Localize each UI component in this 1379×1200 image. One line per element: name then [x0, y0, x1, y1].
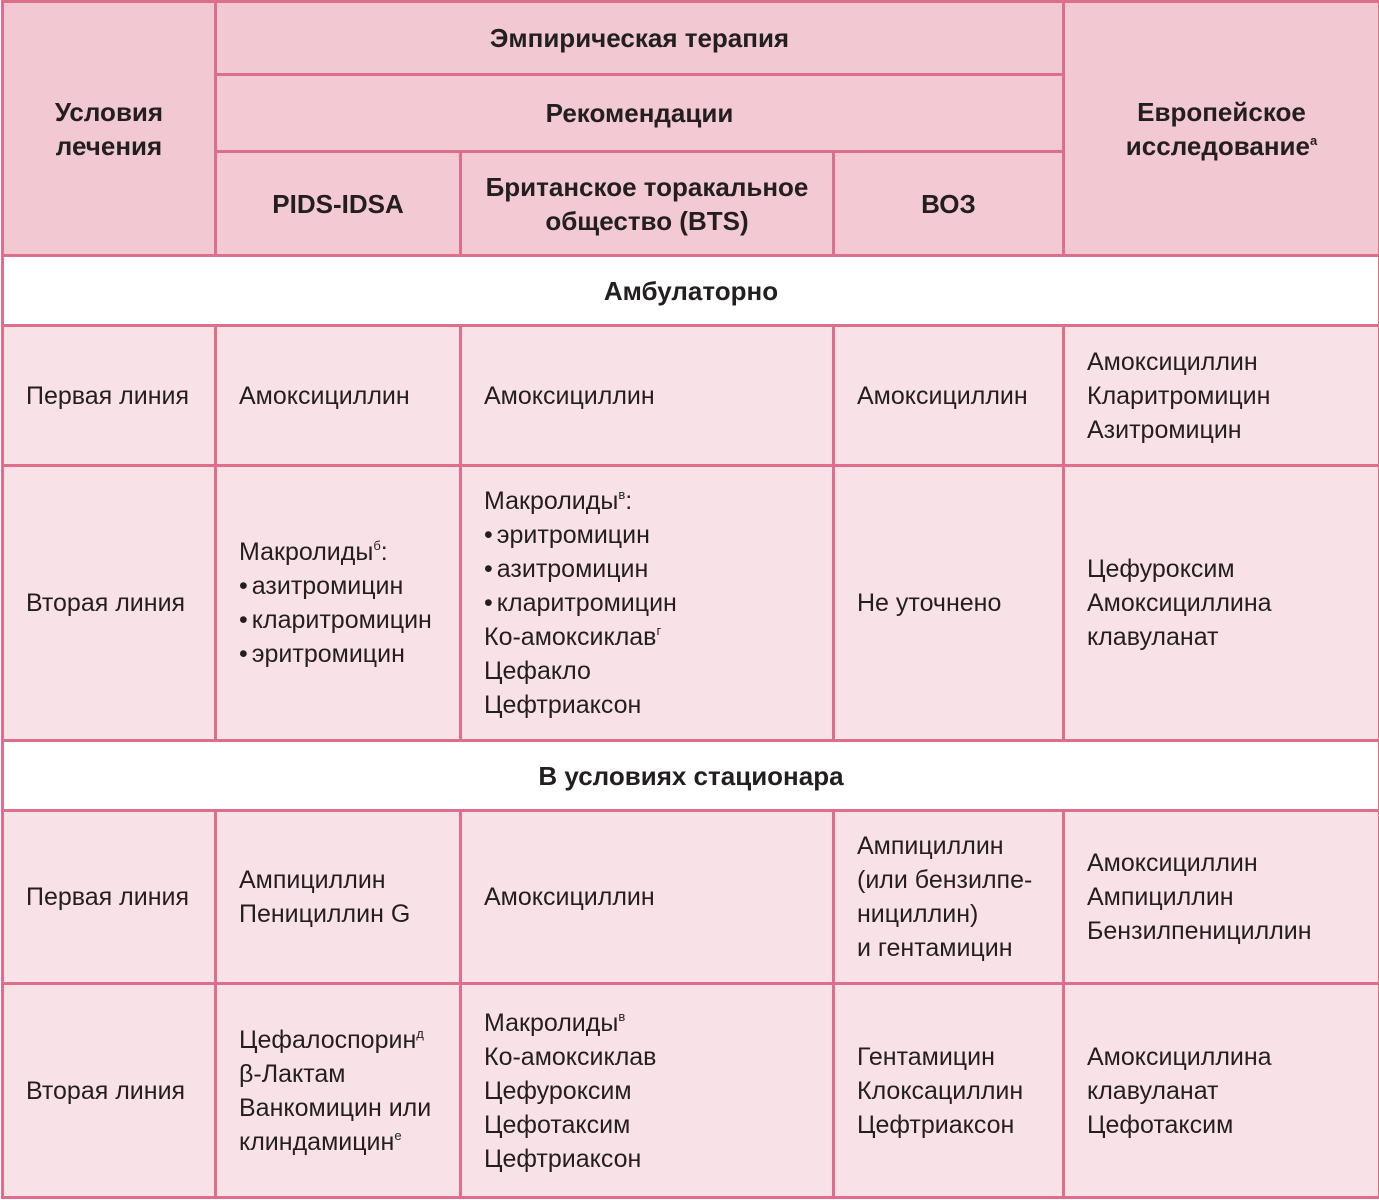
antibiotic-therapy-table: [1, 0, 1379, 1199]
cell-bts: Макролиды$^в$ Ко-амоксиклав Цефуроксим Цефотаксим Цефтриаксон: [461, 984, 834, 1198]
table-row: [3, 984, 1379, 1198]
section-outpatient-title: Амбулаторно: [3, 256, 1379, 326]
header-recommendations: Рекомендации: [216, 75, 1064, 152]
table-row: [3, 466, 1379, 741]
row-label: Первая линия: [3, 326, 216, 466]
header-empirical-therapy: Эмпирическая терапия: [216, 2, 1064, 75]
table-row: [3, 811, 1379, 984]
cell-pids: Амоксициллин: [216, 326, 461, 466]
section-inpatient-title: В условиях стационара: [3, 741, 1379, 811]
cell-bts: Макролиды$^в$: • эритромицин • азитромицин • кларитромицин Ко-амоксиклав$^г$ Цефакло Цефтриаксон: [461, 466, 834, 741]
row-label: Вторая линия: [3, 984, 216, 1198]
cell-european: Амоксициллина клавуланат Цефотаксим: [1064, 984, 1379, 1198]
cell-bts: Амоксициллин: [461, 326, 834, 466]
header-european-study: Европейское исследование$^а$: [1064, 2, 1379, 256]
cell-who: Гентамицин Клоксациллин Цефтриаксон: [834, 984, 1064, 1198]
cell-european: Амоксициллин Кларитромицин Азитромицин: [1064, 326, 1379, 466]
cell-who: Амоксициллин: [834, 326, 1064, 466]
cell-european: Цефуроксим Амоксициллина клавуланат: [1064, 466, 1379, 741]
cell-who: Ампициллин (или бензилпе- нициллин) и гентамицин: [834, 811, 1064, 984]
header-pids-idsa: PIDS-IDSA: [216, 152, 461, 256]
cell-pids: Макролиды$^б$: • азитромицин • кларитромицин • эритромицин: [216, 466, 461, 741]
cell-who: Не уточнено: [834, 466, 1064, 741]
cell-pids: Ампициллин Пенициллин G: [216, 811, 461, 984]
row-label: Первая линия: [3, 811, 216, 984]
header-bts: Британское торакальное общество (BTS): [461, 152, 834, 256]
table-row: [3, 326, 1379, 466]
cell-european: Амоксициллин Ампициллин Бензилпенициллин: [1064, 811, 1379, 984]
header-who: ВОЗ: [834, 152, 1064, 256]
row-label: Вторая линия: [3, 466, 216, 741]
cell-pids: Цефалоспорин$^д$ β-Лактам Ванкомицин или клиндамицин$^е$: [216, 984, 461, 1198]
cell-bts: Амоксициллин: [461, 811, 834, 984]
header-conditions: Условия лечения: [3, 2, 216, 256]
